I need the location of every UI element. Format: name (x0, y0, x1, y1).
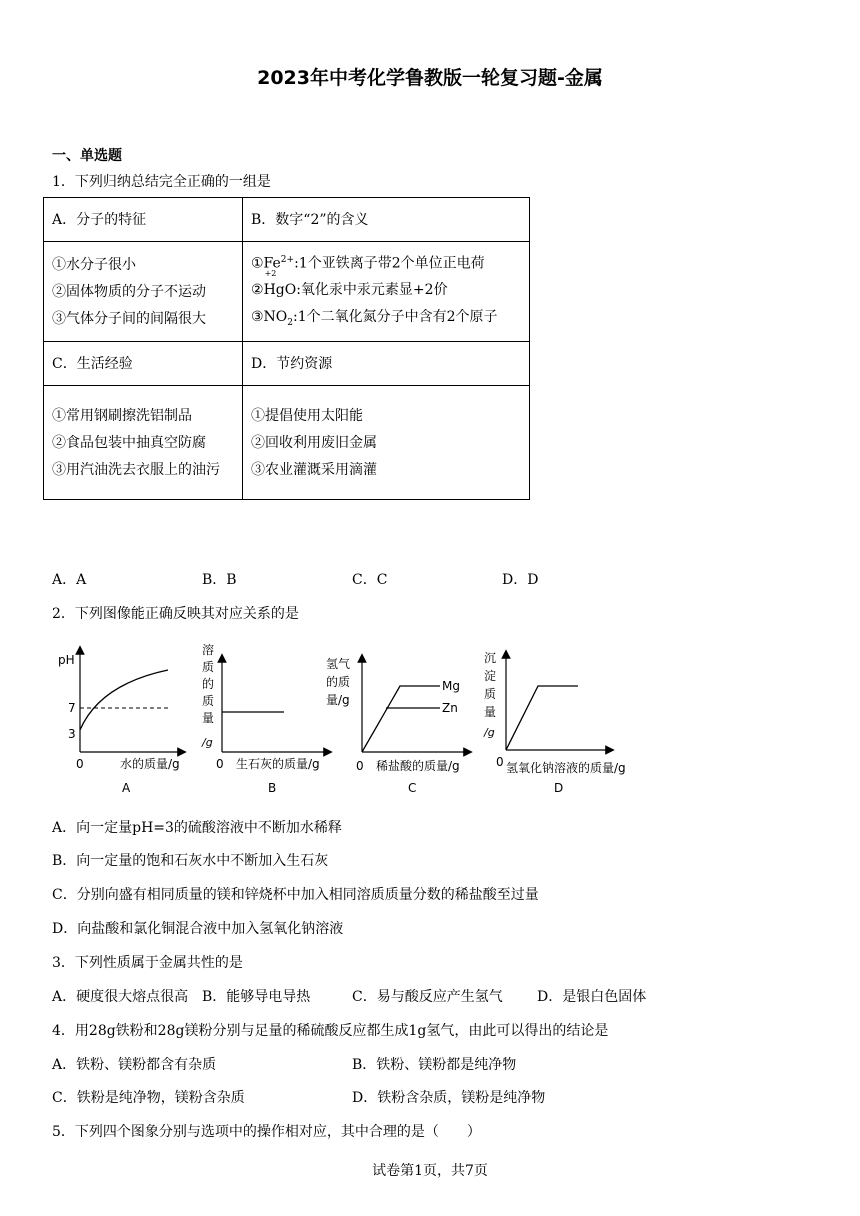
graph-c-xlabel: 稀盐酸的质量/g (376, 759, 460, 773)
question-5-stem: 5．下列四个图象分别与选项中的操作相对应，其中合理的是（ ） (52, 1124, 481, 1140)
graph-c-ylabel: 氢气 (326, 657, 351, 671)
graph-b-ylabel: /g (202, 736, 213, 749)
graph-d-letter: D (554, 781, 564, 795)
table-item: ①水分子很小 (52, 256, 136, 273)
graph-d-ylabel: 淀 (484, 669, 497, 683)
table-cell-a-body (44, 242, 243, 342)
q3-option-a: A．硬度很大熔点很高 (52, 989, 189, 1005)
graph-d-ylabel: 量 (484, 705, 497, 719)
table-cell-c-body (44, 386, 243, 500)
option-b: B．B (202, 572, 237, 588)
graph-c-mg-label: Mg (442, 679, 460, 693)
q2-option-a: A．向一定量pH=3的硫酸溶液中不断加水稀释 (52, 820, 342, 836)
graph-a-letter: A (122, 781, 131, 795)
option-a: A．A (52, 572, 87, 588)
table-item: ② +2 HgO:氧化汞中汞元素显+2价 (251, 269, 448, 299)
graph-a-ylabel: pH (58, 653, 75, 667)
graph-b (201, 642, 328, 795)
page-footer: 试卷第1页，共7页 (372, 1163, 488, 1179)
graph-b-letter: B (268, 781, 277, 795)
table-cell-c-head: C．生活经验 (44, 342, 243, 386)
option-c: C．C (352, 572, 388, 588)
table-cell-b-body (243, 242, 530, 342)
q2-option-b: B．向一定量的饱和石灰水中不断加入生石灰 (52, 853, 329, 869)
graph-d-ylabel: /g (484, 726, 495, 739)
graph-a-tick-7: 7 (68, 701, 76, 715)
table-item: ①常用钢刷擦洗铝制品 (52, 407, 192, 424)
question-2-graphs (50, 640, 670, 800)
table-item: $③NO_2:1$个二氧化氮分子中含有2个原子 (251, 309, 498, 329)
q4-option-a: A．铁粉、镁粉都含有杂质 (52, 1057, 217, 1073)
question-3-stem: 3．下列性质属于金属共性的是 (52, 955, 243, 971)
graph-a-curve (80, 670, 168, 730)
graph-b-origin: 0 (216, 757, 224, 771)
q2-option-d: D．向盐酸和氯化铜混合液中加入氢氧化钠溶液 (52, 921, 344, 937)
question-1-table (43, 197, 530, 500)
graph-a-origin: 0 (76, 757, 84, 771)
table-cell-a-head: A．分子的特征 (44, 198, 243, 242)
question-4-stem: 4．用28g铁粉和28g镁粉分别与足量的稀硫酸反应都生成1g氢气，由此可以得出的结论是 (52, 1023, 609, 1039)
table-item: ③用汽油洗去衣服上的油污 (52, 461, 220, 478)
section-heading: 一、单选题 (52, 148, 122, 164)
graph-d-ylabel: 质 (484, 687, 497, 701)
graph-d-origin: 0 (496, 755, 504, 769)
q4-option-d: D．铁粉含杂质，镁粉是纯净物 (352, 1090, 546, 1106)
question-2-stem: 2．下列图像能正确反映其对应关系的是 (52, 606, 299, 622)
graph-b-ylabel: 溶 (202, 643, 215, 657)
graph-b-ylabel: 量 (202, 711, 215, 725)
graph-a (58, 650, 182, 795)
question-1-stem: 1．下列归纳总结完全正确的一组是 (52, 174, 271, 190)
q4-option-b: B．铁粉、镁粉都是纯净物 (352, 1057, 517, 1073)
graph-c-letter: C (408, 781, 417, 795)
q3-option-d: D．是银白色固体 (537, 989, 647, 1005)
graph-d-line (506, 686, 578, 750)
graph-b-ylabel: 质 (202, 660, 215, 674)
table-item: ②食品包装中抽真空防腐 (52, 434, 206, 451)
q2-option-c: C．分别向盛有相同质量的镁和锌烧杯中加入相同溶质质量分数的稀盐酸至过量 (52, 887, 539, 903)
graph-c-zn-label: Zn (442, 701, 458, 715)
table-item: $①Fe^{2+}:1$个亚铁离子带2个单位正电荷 (251, 254, 485, 272)
graph-a-tick-3: 3 (68, 727, 76, 741)
table-item: ③气体分子间的间隔很大 (52, 310, 206, 327)
table-item: ②回收利用废旧金属 (251, 434, 377, 451)
table-cell-d-body (243, 386, 530, 500)
q4-option-c: C．铁粉是纯净物，镁粉含杂质 (52, 1090, 245, 1106)
graph-a-xlabel: 水的质量/g (120, 757, 180, 771)
graph-d-xlabel: 氢氧化钠溶液的质量/g (506, 761, 626, 775)
q3-option-c: C．易与酸反应产生氢气 (352, 989, 503, 1005)
option-d: D．D (502, 572, 539, 588)
graph-b-xlabel: 生石灰的质量/g (236, 757, 320, 771)
table-item: ②固体物质的分子不运动 (52, 283, 206, 300)
graph-c (326, 656, 468, 795)
graph-b-ylabel: 质 (202, 694, 215, 708)
graph-c-ylabel: 量/g (326, 693, 350, 707)
chemical-formula: +2 HgO (263, 269, 297, 299)
table-cell-d-head: D．节约资源 (243, 342, 530, 386)
q3-option-b: B．能够导电导热 (202, 989, 311, 1005)
graph-c-ylabel: 的质 (326, 675, 351, 689)
graph-d-ylabel: 沉 (484, 651, 497, 665)
page-title: 2023年中考化学鲁教版一轮复习题-金属 (257, 67, 603, 89)
table-item: ①提倡使用太阳能 (251, 407, 363, 424)
graph-b-ylabel: 的 (202, 677, 215, 691)
table-item: ③农业灌溉采用滴灌 (251, 461, 377, 478)
graph-c-origin: 0 (356, 759, 364, 773)
table-cell-b-head: B．数字“2”的含义 (243, 198, 530, 242)
graph-d (483, 651, 626, 795)
graph-c-mg-line (362, 686, 440, 752)
